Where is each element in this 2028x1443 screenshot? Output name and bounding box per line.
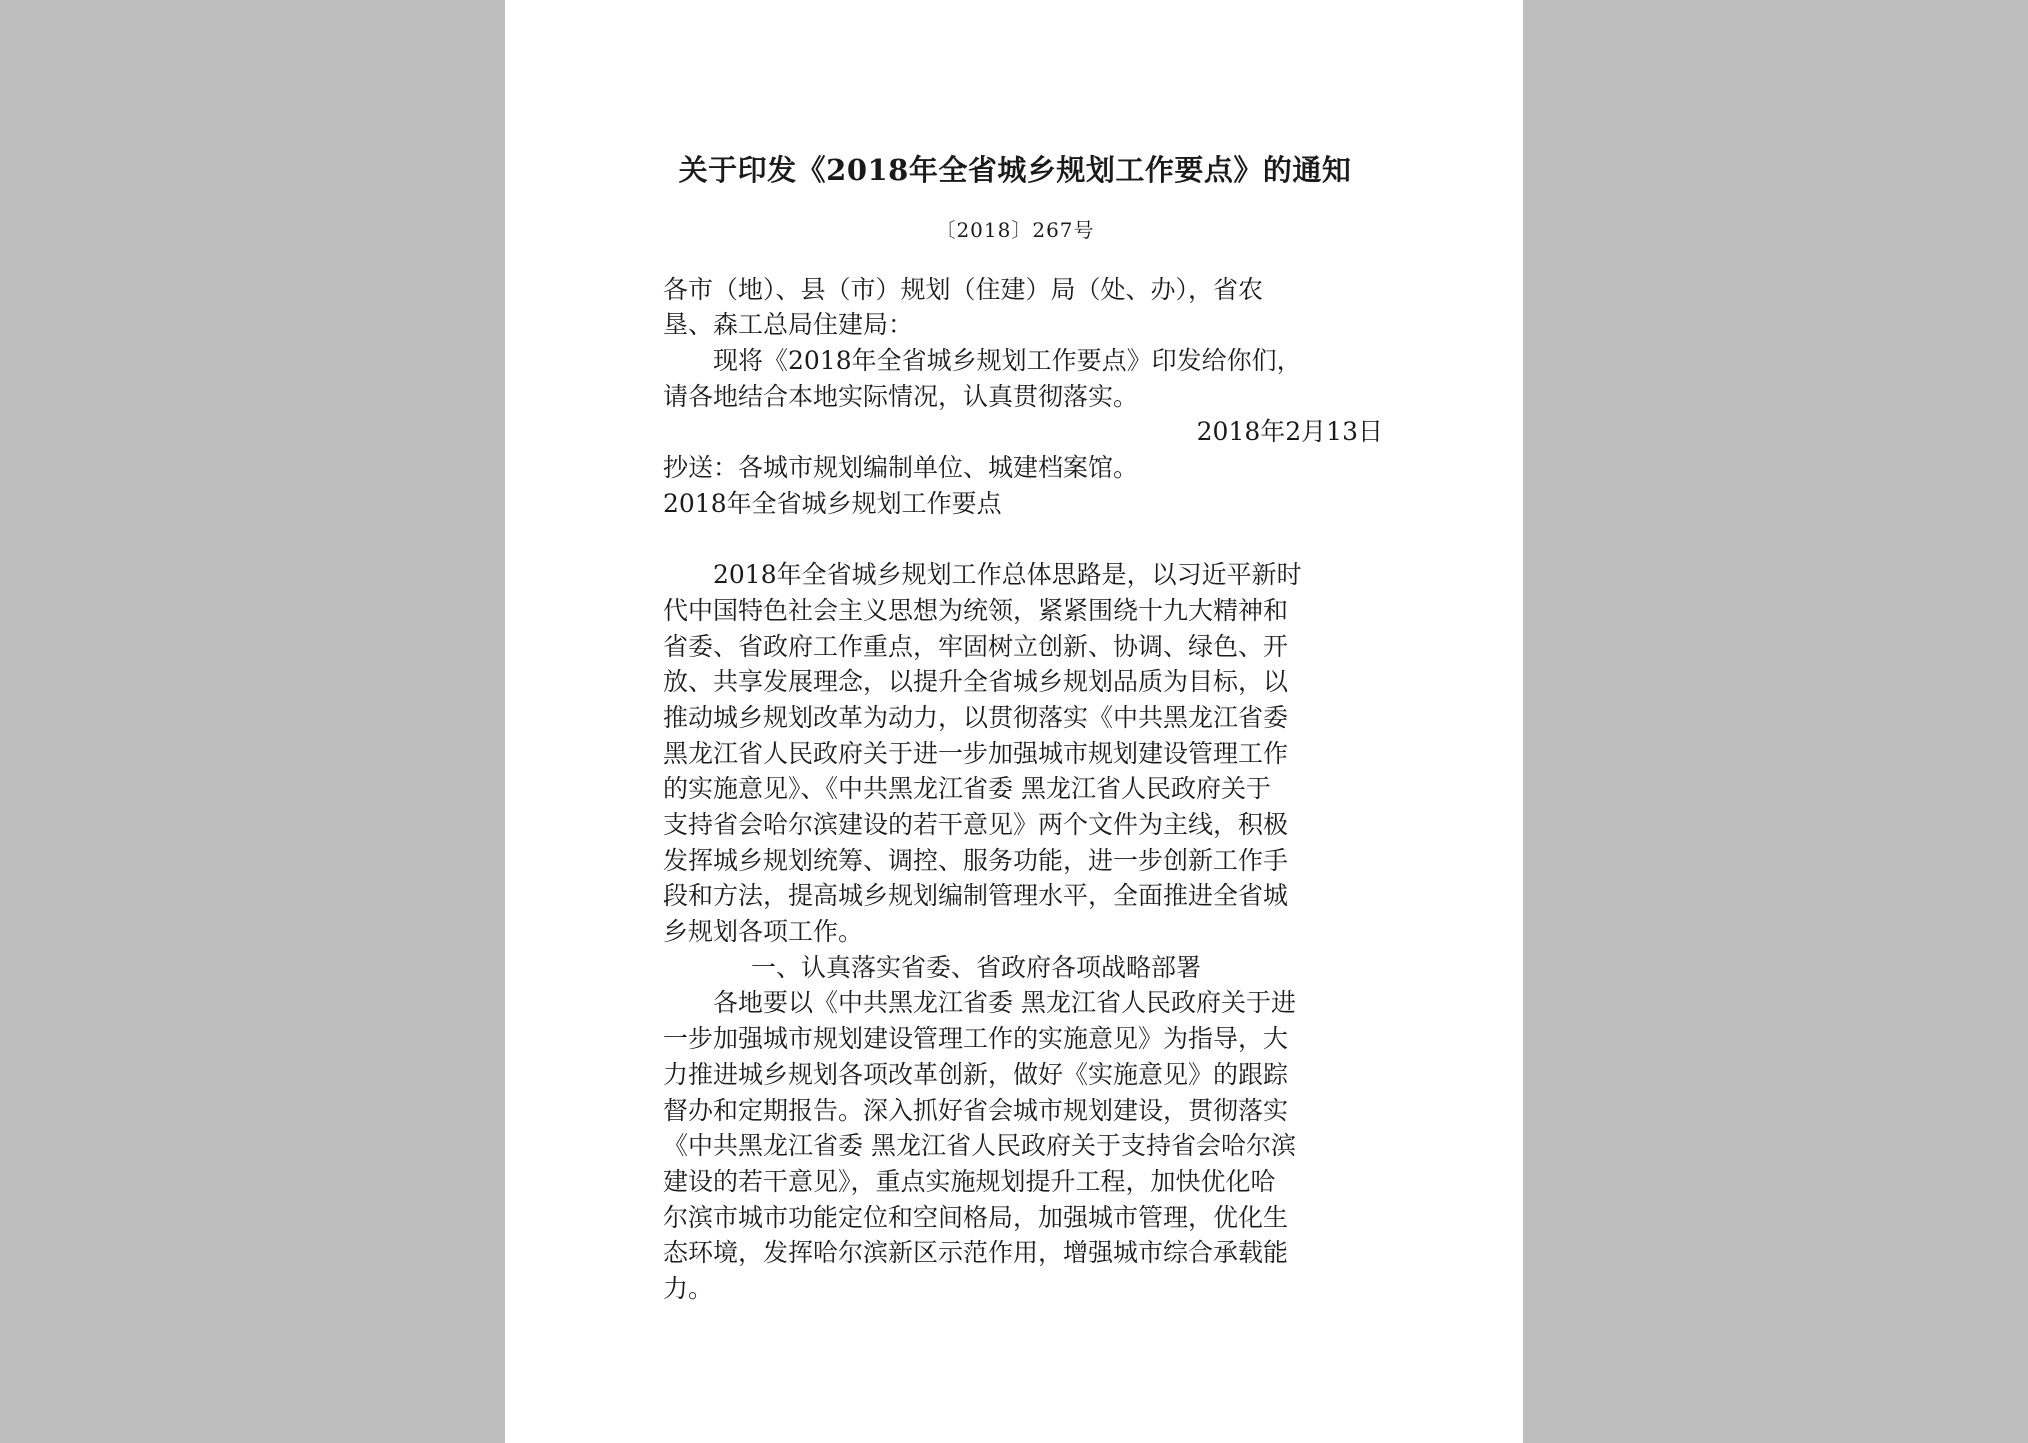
issue-date: 2018年2月13日 [1196, 417, 1383, 446]
section-line: 建设的若干意见》，重点实施规划提升工程，加快优化哈 [663, 1167, 1276, 1196]
overview-line: 黑龙江省人民政府关于进一步加强城市规划建设管理工作 [663, 739, 1289, 768]
overview-line: 乡规划各项工作。 [663, 917, 864, 946]
section-line: 态环境，发挥哈尔滨新区示范作用，增强城市综合承载能 [663, 1238, 1289, 1267]
section-line: 督办和定期报告。深入抓好省会城市规划建设，贯彻落实 [663, 1096, 1289, 1125]
addressee-line: 各市（地）、县（市）规划（住建）局（处、办），省农 [663, 275, 1264, 304]
document-title: 关于印发《2018年全省城乡规划工作要点》的通知 [678, 153, 1352, 187]
section-line: 力。 [663, 1274, 714, 1303]
overview-line: 2018年全省城乡规划工作总体思路是，以习近平新时 [713, 560, 1302, 589]
section-line: 力推进城乡规划各项改革创新，做好《实施意见》的跟踪 [663, 1060, 1289, 1089]
document-number: 〔2018〕267号 [935, 218, 1095, 242]
overview-line: 省委、省政府工作重点，牢固树立创新、协调、绿色、开 [663, 632, 1289, 661]
overview-line: 段和方法，提高城乡规划编制管理水平，全面推进全省城 [663, 881, 1289, 910]
overview-line: 发挥城乡规划统筹、调控、服务功能，进一步创新工作手 [663, 846, 1289, 875]
section-line: 各地要以《中共黑龙江省委 黑龙江省人民政府关于进 [713, 988, 1296, 1017]
cc-line: 抄送：各城市规划编制单位、城建档案馆。 [663, 453, 1139, 482]
section-line: 《中共黑龙江省委 黑龙江省人民政府关于支持省会哈尔滨 [663, 1131, 1296, 1160]
overview-line: 代中国特色社会主义思想为统领，紧紧围绕十九大精神和 [663, 596, 1289, 625]
section-line: 尔滨市城市功能定位和空间格局，加强城市管理，优化生 [663, 1203, 1289, 1232]
addressee-line: 垦、森工总局住建局： [663, 310, 914, 339]
intro-line: 请各地结合本地实际情况，认真贯彻落实。 [663, 382, 1139, 411]
section-line: 一步加强城市规划建设管理工作的实施意见》为指导，大 [663, 1024, 1289, 1053]
overview-line: 放、共享发展理念，以提升全省城乡规划品质为目标，以 [663, 667, 1289, 696]
overview-line: 支持省会哈尔滨建设的若干意见》两个文件为主线，积极 [663, 810, 1289, 839]
attachment-title: 2018年全省城乡规划工作要点 [663, 489, 1002, 518]
document-page [505, 0, 1523, 1443]
overview-line: 的实施意见》、《中共黑龙江省委 黑龙江省人民政府关于 [663, 774, 1271, 803]
section-heading: 一、认真落实省委、省政府各项战略部署 [751, 953, 1202, 982]
intro-line: 现将《2018年全省城乡规划工作要点》印发给你们， [713, 346, 1302, 375]
overview-line: 推动城乡规划改革为动力，以贯彻落实《中共黑龙江省委 [663, 703, 1289, 732]
